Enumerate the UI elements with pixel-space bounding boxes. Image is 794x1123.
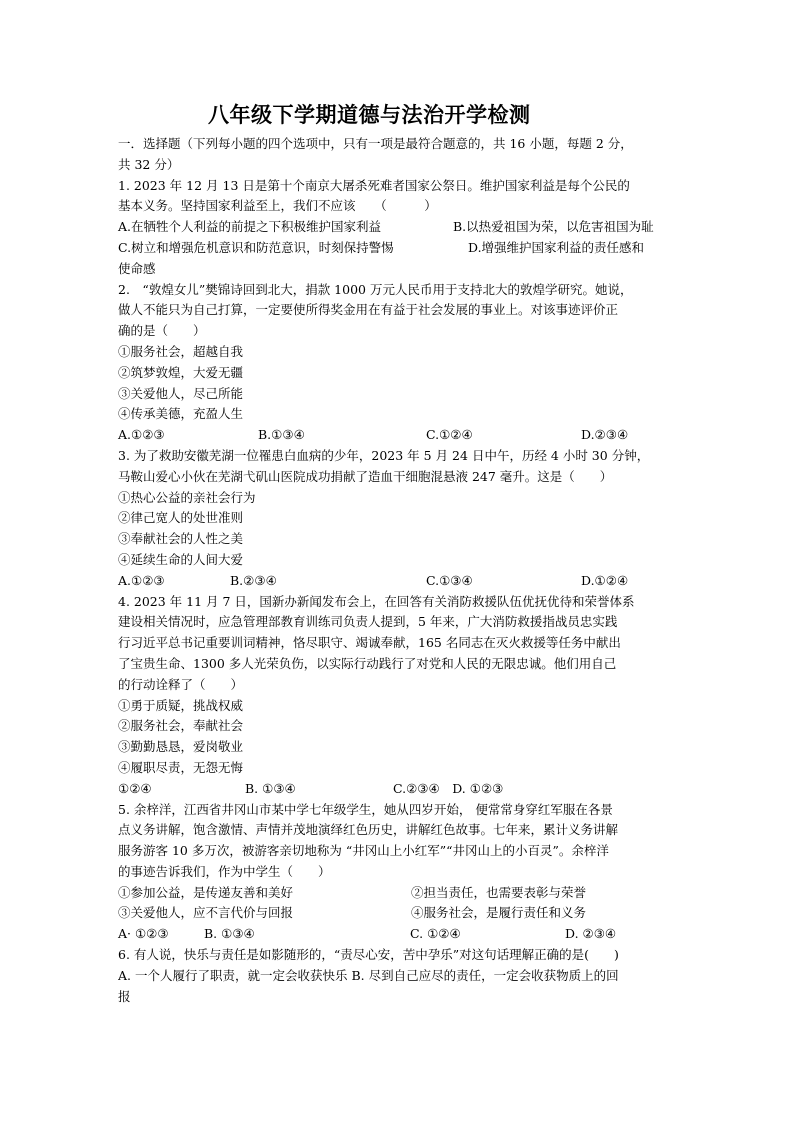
q4-stem: 建设相关情况时，应急管理部教育训练司负责人提到，5 年来，广大消防救援指战员忠实践 [118,614,618,630]
q4-stem: 4. 2023 年 11 月 7 日，国新办新闻发布会上，在回答有关消防救援队伍优抚优待和荣誉体系 [118,593,635,609]
q3-item: ①热心公益的亲社会行为 [118,489,256,505]
q1-option-c: C.树立和增强危机意识和防范意识，时刻保持警惕 [118,239,394,255]
q5-stem: 的事迹告诉我们，作为中学生（ ） [118,863,331,879]
q3-stem: 马鞍山爱心小伙在芜湖弋矶山医院成功捐献了造血干细胞混悬液 247 毫升。这是（ ） [118,468,613,484]
q1-stem: 基本义务。坚持国家利益至上，我们不应该 （ ） [118,198,437,214]
q1-stem: 1. 2023 年 12 月 13 日是第十个南京大屠杀死难者国家公祭日。维护国家利益是每个公民的 [118,177,630,193]
page-title: 八年级下学期道德与法治开学检测 [208,103,531,127]
q5-stem: 服务游客 10 多万次，被游客亲切地称为 “井冈山上小红军”“井冈山上的小百灵”。余梓洋 [118,843,609,859]
q4-stem: 行习近平总书记重要训词精神，恪尽职守、竭诚奉献，165 名同志在灭火救援等任务中献出 [118,635,621,651]
q5-item: ④服务社会，是履行责任和义务 [411,905,587,921]
q4-stem: 了宝贵生命、1300 多人光荣负伤，以实际行动践行了对党和人民的无限忠诚。他们用自己 [118,655,617,671]
q5-item: ②担当责任，也需要表彰与荣誉 [411,884,587,900]
q3-option-b: B.②③④ [230,572,277,588]
q5-option-d: D. ②③④ [565,926,617,942]
q3-item: ④延续生命的人间大爱 [118,551,244,567]
q5-option-a: A· ①②③ [118,926,169,942]
q2-item: ③关爱他人，尽己所能 [118,385,244,401]
q4-item: ③勤勤恳恳，爱岗敬业 [118,739,244,755]
q1-options-row [118,217,680,238]
q1-options-row [118,238,680,259]
exam-page [118,100,680,1007]
q4-stem: 的行动诠释了（ ） [118,676,244,692]
q2-stem: 2. “敦煌女儿”樊锦诗回到北大，捐款 1000 万元人民币用于支持北大的敦煌学研究。她说， [118,281,633,297]
q1-option-d-cont: 使命感 [118,260,156,276]
q6-options-row: A. 一个人履行了职责，就一定会收获快乐 B. 尽到自己应尽的责任，一定会收获物质上的回 [118,967,619,983]
q2-option-c: C.①②④ [426,427,473,443]
q2-option-d: D.②③④ [581,427,629,443]
q4-option-b: B. ①③④ [245,780,296,796]
q2-item: ②筑梦敦煌，大爱无疆 [118,364,244,380]
q4-item: ④履职尽责，无怨无悔 [118,759,244,775]
q2-item: ④传承美德，充盈人生 [118,406,244,422]
q3-options-row [118,571,680,592]
q2-stem: 确的是（ ） [118,323,206,339]
q3-item: ③奉献社会的人性之美 [118,531,244,547]
q5-stem: 点义务讲解，饱含激情、声情并茂地演绎红色历史，讲解红色故事。七年来，累计义务讲解 [118,822,619,838]
q3-option-d: D.①②④ [581,572,629,588]
q6-option-b-cont: 报 [118,988,131,1004]
q4-option-cd: C.②③④ D. ①②③ [393,780,504,796]
q4-options-row [118,779,680,800]
section-heading-cont: 共 32 分） [118,156,180,172]
q2-item: ①服务社会，超越自我 [118,343,244,359]
q5-items-row [118,903,680,924]
q1-option-d: D.增强维护国家利益的责任感和 [468,239,645,255]
q5-option-c: C. ①②④ [410,926,461,942]
q5-option-b: B. ①③④ [204,926,255,942]
q3-item: ②律己宽人的处世准则 [118,510,244,526]
section-heading: 一．选择题（下列每小题的四个选项中，只有一项是最符合题意的，共 16 小题，每题 2 分， [118,136,633,151]
q2-option-b: B.①③④ [258,427,305,443]
q5-item: ③关爱他人，应不言代价与回报 [118,905,294,921]
q5-item: ①参加公益，是传递友善和美好 [118,884,294,900]
q4-option-a: ①②④ [118,780,152,796]
q1-option-b: B.以热爱祖国为荣，以危害祖国为耻 [453,219,654,235]
q3-stem: 3. 为了救助安徽芜湖一位罹患白血病的少年，2023 年 5 月 24 日中午，历经 4 小时 30 分钟， [118,447,650,463]
q3-option-a: A.①②③ [118,572,165,588]
q4-item: ②服务社会，奉献社会 [118,718,244,734]
q1-option-a: A.在牺牲个人利益的前提之下积极维护国家利益 [118,219,382,235]
q5-options-row [118,924,680,945]
q6-stem: 6. 有人说，快乐与责任是如影随形的，“责尽心安，苦中孕乐”对这句话理解正确的是( ) [118,947,619,963]
q5-stem: 5. 余梓洋，江西省井冈山市某中学七年级学生，她从四岁开始， 便常常身穿红军服在各景 [118,801,613,817]
q2-option-a: A.①②③ [118,427,165,443]
q2-options-row [118,425,680,446]
q5-items-row [118,883,680,904]
q4-item: ①勇于质疑，挑战权威 [118,697,244,713]
q3-option-c: C.①③④ [426,572,473,588]
q2-stem: 做人不能只为自己打算，一定要使所得奖金用在有益于社会发展的事业上。对该事迹评价正 [118,302,619,318]
